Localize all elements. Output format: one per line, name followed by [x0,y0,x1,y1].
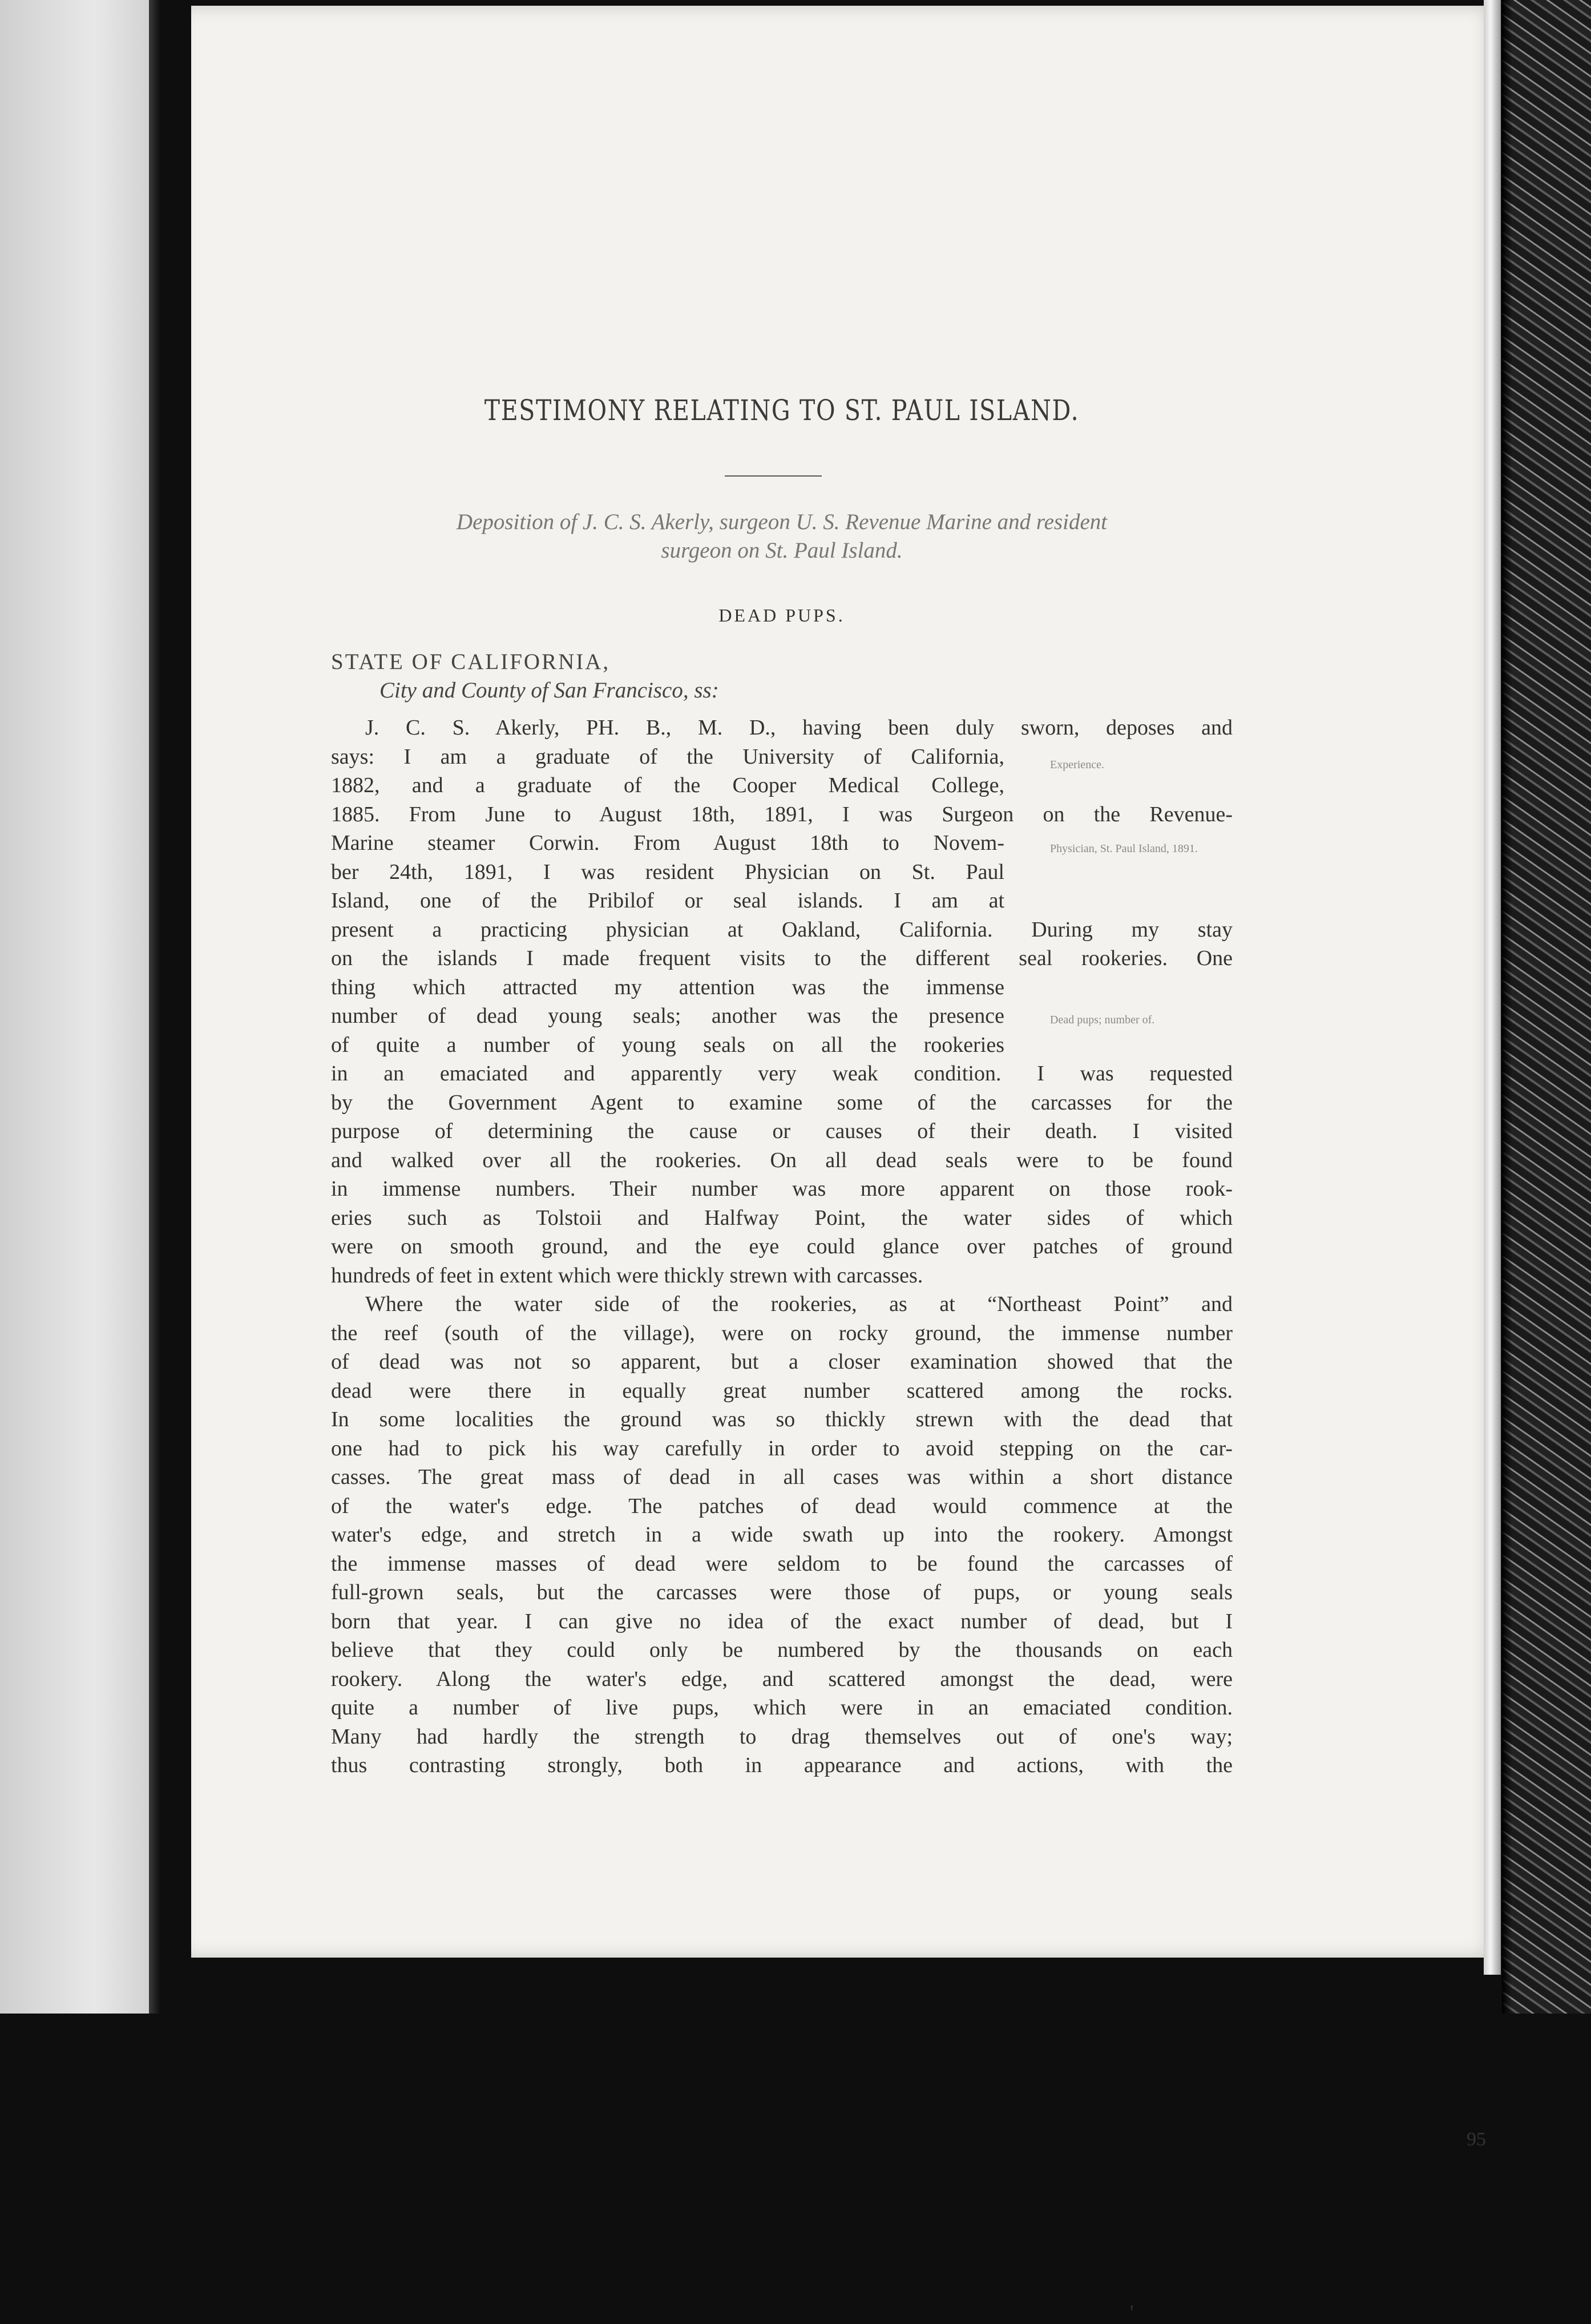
body-line: of the water's edge. The patches of dead would commence at the [331,1494,1233,1518]
body-line: rookery. Along the water's edge, and scattered amongst the dead, were [331,1667,1233,1691]
deposition-body [331,713,1233,1780]
body-line: were on smooth ground, and the eye could glance over patches of ground [331,1234,1233,1258]
margin-note-experience: Experience. [1050,758,1104,771]
body-line: in an emaciated and apparently very weak condition. I was requested [331,1062,1233,1086]
body-line: and walked over all the rookeries. On all dead seals were to be found [331,1148,1233,1172]
subtitle-line: surgeon on St. Paul Island. [661,538,903,563]
body-line: born that year. I can give no idea of the exact number of dead, but I [331,1609,1233,1633]
body-line: full-grown seals, but the carcasses were those of pups, or young seals [331,1580,1233,1604]
venue-block [331,648,719,705]
body-line: J. C. S. Akerly, PH. B., M. D., having been duly sworn, deposes and [365,716,1233,740]
section-heading: DEAD PUPS. [718,605,845,626]
footer-mark: ' [1130,2301,1134,2323]
body-line: believe that they could only be numbered by the thousands on each [331,1638,1233,1662]
subtitle-line: Deposition of J. C. S. Akerly, surgeon U. S. Revenue Marine and resident [456,510,1108,534]
body-line: ber 24th, 1891, I was resident Physician on St. Paul [331,860,1004,884]
body-line: thus contrasting strongly, both in appearance and actions, with the [331,1753,1233,1777]
body-line: 1885. From June to August 18th, 1891, I was Surgeon on the Revenue- [331,802,1233,826]
page-number: 95 [1467,2129,1486,2150]
venue-state: STATE OF CALIFORNIA, [331,649,611,674]
margin-note-physician: Physician, St. Paul Island, 1891. [1050,842,1198,855]
body-line: the immense masses of dead were seldom to be found the carcasses of [331,1551,1233,1576]
body-line: Where the water side of the rookeries, as at “Northeast Point” and [365,1292,1233,1316]
margin-note-dead-pups: Dead pups; number of. [1050,1014,1155,1026]
body-line: present a practicing physician at Oakland, California. During my stay [331,917,1233,942]
body-line: says: I am a graduate of the University of California, [331,744,1004,769]
body-line: on the islands I made frequent visits to the different seal rookeries. One [331,946,1233,970]
body-line: number of dead young seals; another was the presence [331,1004,1004,1028]
body-line: Island, one of the Pribilof or seal islands. I am at [331,889,1004,913]
body-line: of dead was not so apparent, but a closer examination showed that the [331,1350,1233,1374]
body-line: the reef (south of the village), were on rocky ground, the immense number [331,1321,1233,1345]
title-rule [725,475,822,477]
deposition-subtitle [331,508,1233,565]
body-line: casses. The great mass of dead in all cases was within a short distance [331,1465,1233,1489]
body-line: hundreds of feet in extent which were thickly strewn with carcasses. [331,1263,923,1288]
facing-page-edge [0,0,157,2014]
body-line: 1882, and a graduate of the Cooper Medical College, [331,773,1004,797]
body-line: of quite a number of young seals on all the rookeries [331,1032,1004,1057]
body-line: Many had hardly the strength to drag themselves out of one's way; [331,1724,1233,1749]
body-line: water's edge, and stretch in a wide swath up into the rookery. Amongst [331,1523,1233,1547]
body-line: quite a number of live pups, which were in an emaciated condition. [331,1696,1233,1720]
body-line: purpose of determining the cause or causes of their death. I visited [331,1119,1233,1143]
venue-county: City and County of San Francisco, ss: [379,678,719,703]
page-stack-edge [1484,0,1501,1975]
body-line: Marine steamer Corwin. From August 18th to Novem- [331,831,1004,855]
body-line: thing which attracted my attention was the immense [331,975,1004,999]
page-title: TESTIMONY RELATING TO ST. PAUL ISLAND. [484,394,1080,427]
body-line: In some localities the ground was so thickly strewn with the dead that [331,1407,1233,1431]
body-line: by the Government Agent to examine some of the carcasses for the [331,1090,1233,1115]
body-line: eries such as Tolstoii and Halfway Point, the water sides of which [331,1205,1233,1230]
body-line: dead were there in equally great number scattered among the rocks. [331,1378,1233,1403]
body-line: one had to pick his way carefully in order to avoid stepping on the car- [331,1436,1233,1460]
body-line: in immense numbers. Their number was more apparent on those rook- [331,1177,1233,1201]
book-spine [1502,0,1591,2014]
